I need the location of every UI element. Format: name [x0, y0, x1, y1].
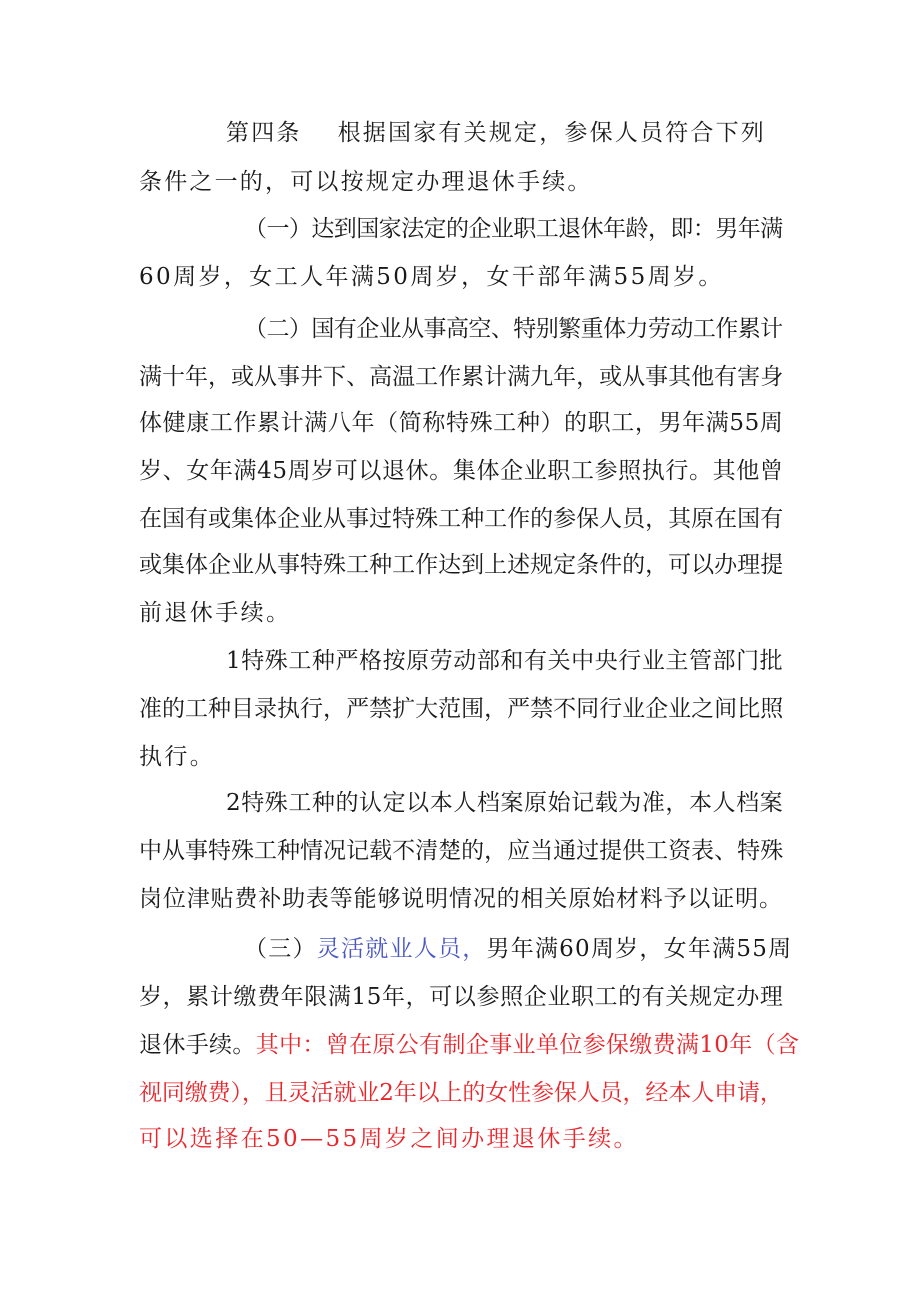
item-three-line-2: 岁，累计缴费年限满15年，可以参照企业职工的有关规定办理 — [139, 984, 784, 1010]
item-three-prefix: （三） — [244, 936, 317, 962]
item-two-line-5: 在国有或集体企业从事过特殊工种工作的参保人员，其原在国有 — [139, 506, 784, 532]
item-three-line-1-rest: 男年满60周岁，女年满55周 — [486, 936, 793, 962]
article-number: 第四条 — [226, 120, 302, 146]
note-two-line-2: 中从事特殊工种情况记载不清楚的，应当通过提供工资表、特殊 — [139, 838, 784, 864]
note-one-line-2: 准的工种目录执行，严禁扩大范围，严禁不同行业企业之间比照 — [139, 696, 784, 722]
note-two-line-1: 2特殊工种的认定以本人档案原始记载为准，本人档案 — [226, 790, 784, 816]
item-one-line-2: 60周岁，女工人年满50周岁，女干部年满55周岁。 — [139, 264, 724, 290]
item-three-line-3 — [139, 1030, 799, 1060]
item-two-line-6: 或集体企业从事特殊工种工作达到上述规定条件的，可以办理提 — [139, 552, 784, 578]
item-three-line-1 — [244, 934, 792, 964]
item-one-line-1: （一）达到国家法定的企业职工退休年龄，即：男年满 — [244, 216, 783, 242]
item-three-highlight-start: 其中：曾在原公有制企事业单位参保缴费满10年（含 — [255, 1032, 800, 1058]
article-heading-line — [226, 118, 766, 148]
item-two-line-7: 前退休手续。 — [139, 600, 292, 626]
item-three-highlight-line-3: 可以选择在50—55周岁之间办理退休手续。 — [139, 1126, 639, 1152]
item-two-line-2: 满十年，或从事井下、高温工作累计满九年，或从事其他有害身 — [139, 364, 784, 390]
item-three-line-3-black: 退休手续。 — [139, 1032, 256, 1058]
item-two-line-1: （二）国有企业从事高空、特别繁重体力劳动工作累计 — [244, 316, 783, 342]
article-intro: 根据国家有关规定，参保人员符合下列 — [337, 120, 767, 146]
note-one-line-3: 执行。 — [139, 744, 216, 770]
flexible-employment-label: 灵活就业人员， — [316, 936, 487, 962]
article-intro-continued: 条件之一的，可以按规定办理退休手续。 — [139, 169, 593, 195]
note-one-line-1: 1特殊工种严格按原劳动部和有关中央行业主管部门批 — [226, 648, 784, 674]
item-two-line-3: 体健康工作累计满八年（简称特殊工种）的职工，男年满55周 — [139, 410, 784, 436]
note-two-line-3: 岗位津贴费补助表等能够说明情况的相关原始材料予以证明。 — [139, 886, 783, 912]
item-two-line-4: 岁、女年满45周岁可以退休。集体企业职工参照执行。其他曾 — [139, 458, 784, 484]
item-three-highlight-line-2: 视同缴费），且灵活就业2年以上的女性参保人员，经本人申请， — [139, 1080, 783, 1106]
